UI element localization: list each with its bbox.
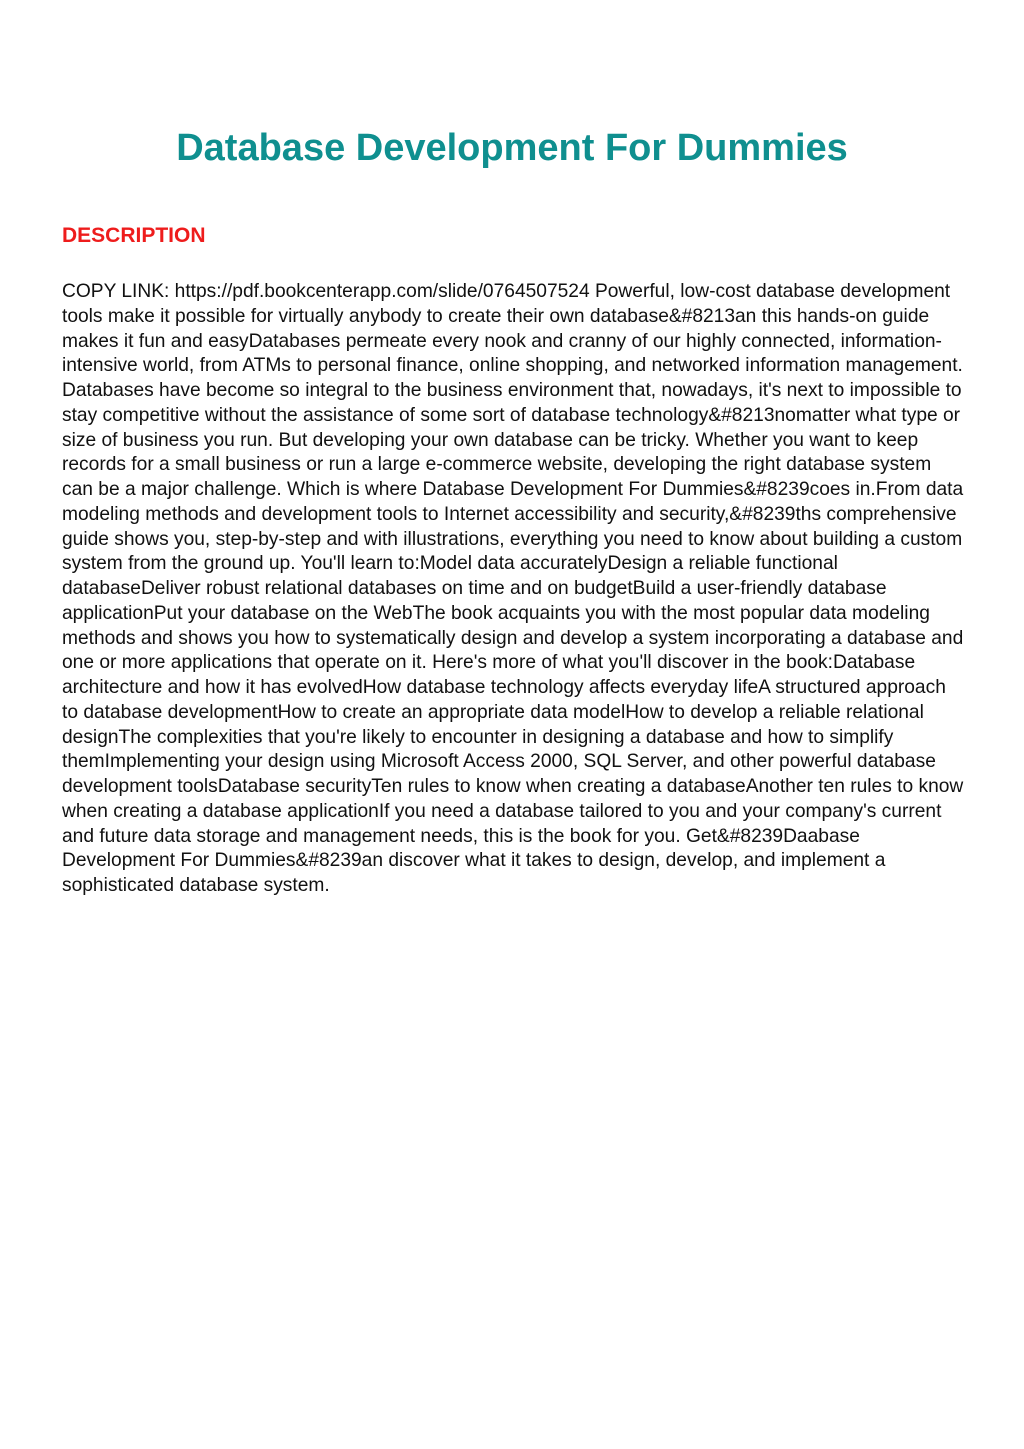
page-title: Database Development For Dummies xyxy=(176,127,848,169)
section-heading-description: DESCRIPTION xyxy=(62,224,206,247)
description-paragraph: COPY LINK: https://pdf.bookcenterapp.com/slide/0764507524 Powerful, low-cost database development tools make it possible for virtually anybody to create their own database&#8213an this hands-on guide makes it fun and easyDatabases permeate every nook and cranny of our highly connected, information-intensive world, from ATMs to personal finance, online shopping, and networked information management. Databases have become so integral to the business environment that, nowadays, it's next to impossible to stay competitive without the assistance of some sort of database technology&#8213nomatter what type or size of business you run. But developing your own database can be tricky. Whether you want to keep records for a small business or run a large e-commerce website, developing the right database system can be a major challenge. Which is where Database Development For Dummies&#8239coes in.From data modeling methods and development tools to Internet accessibility and security,&#8239ths comprehensive guide shows you, step-by-step and with illustrations, everything you need to know about building a custom system from the ground up. You'll learn to:Model data accuratelyDesign a reliable functional databaseDeliver robust relational databases on time and on budgetBuild a user-friendly database applicationPut your database on the WebThe book acquaints you with the most popular data modeling methods and shows you how to systematically design and develop a system incorporating a database and one or more applications that operate on it. Here's more of what you'll discover in the book:Database architecture and how it has evolvedHow database technology affects everyday lifeA structured approach to database developmentHow to create an appropriate data modelHow to develop a reliable relational designThe complexities that you're likely to encounter in designing a database and how to simplify themImplementing your design using Microsoft Access 2000, SQL Server, and other powerful database development toolsDatabase securityTen rules to know when creating a databaseAnother ten rules to know when creating a database applicationIf you need a database tailored to you and your company's current and future data storage and management needs, this is the book for you. Get&#8239Daabase Development For Dummies&#8239an discover what it takes to design, develop, and implement a sophisticated database system. xyxy=(62,281,964,896)
